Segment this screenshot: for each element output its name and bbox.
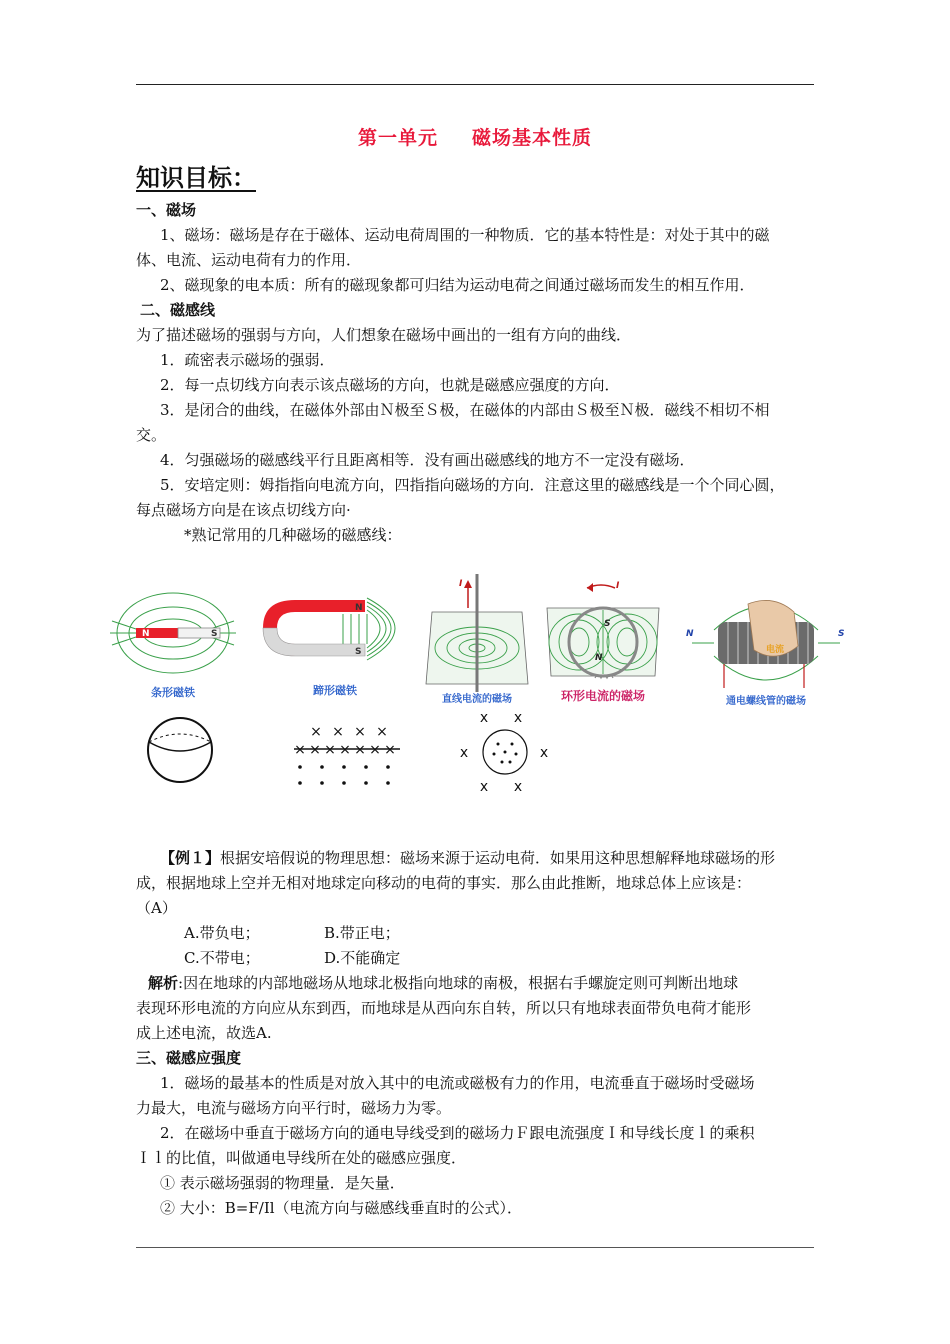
header-rule xyxy=(136,84,814,85)
analysis-label: 解析 xyxy=(148,974,179,992)
section1-title: 一、磁场 xyxy=(136,201,197,219)
example-block xyxy=(136,846,816,1221)
horseshoe-n-label: N xyxy=(355,603,363,613)
s2-intro: 为了描述磁场的强弱与方向，人们想象在磁场中画出的一组有方向的曲线． xyxy=(136,326,632,344)
example-tag: 【例１】 xyxy=(160,849,221,867)
svg-text:×: × xyxy=(324,742,336,758)
option-d: D.不能确定 xyxy=(324,949,401,967)
unit-title-part2: 磁场基本性质 xyxy=(472,127,593,149)
option-c: C.不带电； xyxy=(184,949,260,967)
section-magnetic-field xyxy=(136,198,816,548)
s1-p1b: 体、电流、运动电荷有力的作用． xyxy=(136,251,362,269)
s2-item3b: 交。 xyxy=(136,426,167,444)
svg-text:×: × xyxy=(294,742,306,758)
ring-current-i-label: I xyxy=(616,581,620,591)
bar-magnet-figure xyxy=(108,575,238,700)
svg-text:×: × xyxy=(376,724,388,740)
horseshoe-s-label: S xyxy=(355,647,362,657)
horseshoe-caption: 蹄形磁铁 xyxy=(313,684,357,697)
s2-item5b: 每点磁场方向是在该点切线方向· xyxy=(136,501,351,519)
x-mark: x xyxy=(479,710,489,726)
svg-text:×: × xyxy=(369,742,381,758)
s2-item4: 4．匀强磁场的磁感线平行且距离相等．没有画出磁感线的地方不一定没有磁场． xyxy=(160,451,695,469)
analysis-e1: :因在地球的内部地磁场从地球北极指向地球的南极，根据右手螺旋定则可判断出地球 xyxy=(178,974,739,992)
footer-rule xyxy=(136,1247,814,1248)
svg-text:×: × xyxy=(332,724,344,740)
section2-title: 二、磁感线 xyxy=(140,301,216,319)
s2-item5: 5．安培定则：姆指指向电流方向，四指指向磁场的方向．注意这里的磁感线是一个个同心圆， xyxy=(160,476,785,494)
s1-p2: 2、磁现象的电本质：所有的磁现象都可归结为运动电荷之间通过磁场而发生的相互作用． xyxy=(160,276,755,294)
svg-text:×: × xyxy=(354,742,366,758)
svg-text:×: × xyxy=(310,724,322,740)
x-mark: x xyxy=(479,779,489,795)
solenoid-caption: 通电螺线管的磁场 xyxy=(726,696,806,707)
bar-magnet-caption: 条形磁铁 xyxy=(151,686,195,699)
s3-p2b: Ｉｌ的比值，叫做通电导线所在处的磁感应强度． xyxy=(136,1149,467,1167)
s2-note: *熟记常用的几种磁场的磁感线： xyxy=(184,526,402,544)
option-b: B.带正电； xyxy=(324,924,400,942)
s3-p1: 1．磁场的最基本的性质是对放入其中的电流或磁极有力的作用，电流垂直于磁场时受磁场 xyxy=(160,1074,755,1092)
ring-n-label: N xyxy=(595,653,603,663)
unit-title-part1: 第一单元 xyxy=(357,127,438,149)
example-answer: （A） xyxy=(136,899,177,917)
example-q2: 成，根据地球上空并无相对地球定向移动的电荷的事实．那么由此推断，地球总体上应该是： xyxy=(136,874,752,892)
svg-text:×: × xyxy=(309,742,321,758)
bar-n-label: N xyxy=(142,629,150,639)
solenoid-s-label: S xyxy=(838,629,845,639)
ring-current-caption: 环形电流的磁场 xyxy=(560,689,646,703)
svg-text:×: × xyxy=(354,724,366,740)
s2-item1: 1．疏密表示磁场的强弱． xyxy=(160,351,335,369)
bar-s-label: S xyxy=(211,629,218,639)
x-mark: x xyxy=(459,745,469,761)
x-mark: x xyxy=(513,710,523,726)
section-heading: 知识目标： xyxy=(136,163,256,192)
straight-current-figure xyxy=(418,572,536,704)
section3-title: 三、磁感应强度 xyxy=(136,1049,242,1067)
x-mark: x xyxy=(513,779,523,795)
s2-item2: 2．每一点切线方向表示该点磁场的方向，也就是磁感应强度的方向． xyxy=(160,376,620,394)
x-mark: x xyxy=(539,745,549,761)
unit-title xyxy=(0,123,950,150)
svg-text:×: × xyxy=(384,742,396,758)
s3-p2: 2．在磁场中垂直于磁场方向的通电导线受到的磁场力Ｆ跟电流强度Ｉ和导线长度ｌ的乘积 xyxy=(160,1124,755,1142)
s1-p1: 1、磁场：磁场是存在于磁体、运动电荷周围的一种物质．它的基本特性是：对处于其中的磁 xyxy=(160,226,770,244)
solenoid-current-label: 电流 xyxy=(766,645,785,655)
s2-item3: 3．是闭合的曲线，在磁体外部由Ｎ极至Ｓ极，在磁体的内部由Ｓ极至Ｎ极．磁线不相切不相 xyxy=(160,401,770,419)
example-q1: 根据安培假说的物理思想：磁场来源于运动电荷．如果用这种思想解释地球磁场的形 xyxy=(220,849,776,867)
uniform-field-figure xyxy=(286,720,406,790)
s3-p3: ① 表示磁场强弱的物理量．是矢量． xyxy=(160,1174,405,1192)
horseshoe-magnet-figure xyxy=(255,580,415,700)
ring-current-figure xyxy=(543,578,663,706)
analysis-e3: 成上述电流，故选A. xyxy=(136,1024,272,1042)
circular-current-figure xyxy=(452,706,562,798)
svg-text:×: × xyxy=(339,742,351,758)
straight-current-caption: 直线电流的磁场 xyxy=(442,694,512,704)
solenoid-figure xyxy=(684,590,849,710)
s3-p4: ② 大小：B=F/Il（电流方向与磁感线垂直时的公式）． xyxy=(160,1199,523,1217)
sphere-figure xyxy=(140,712,220,788)
s3-p1b: 力最大，电流与磁场方向平行时，磁场力为零。 xyxy=(136,1099,452,1117)
ring-s-label: S xyxy=(604,619,611,629)
analysis-e2: 表现环形电流的方向应从东到西，而地球是从西向东自转，所以只有地球表面带负电荷才能形 xyxy=(136,999,752,1017)
option-a: A.带负电； xyxy=(184,924,260,942)
solenoid-n-label: N xyxy=(686,629,694,639)
straight-current-i-label: I xyxy=(459,579,463,589)
